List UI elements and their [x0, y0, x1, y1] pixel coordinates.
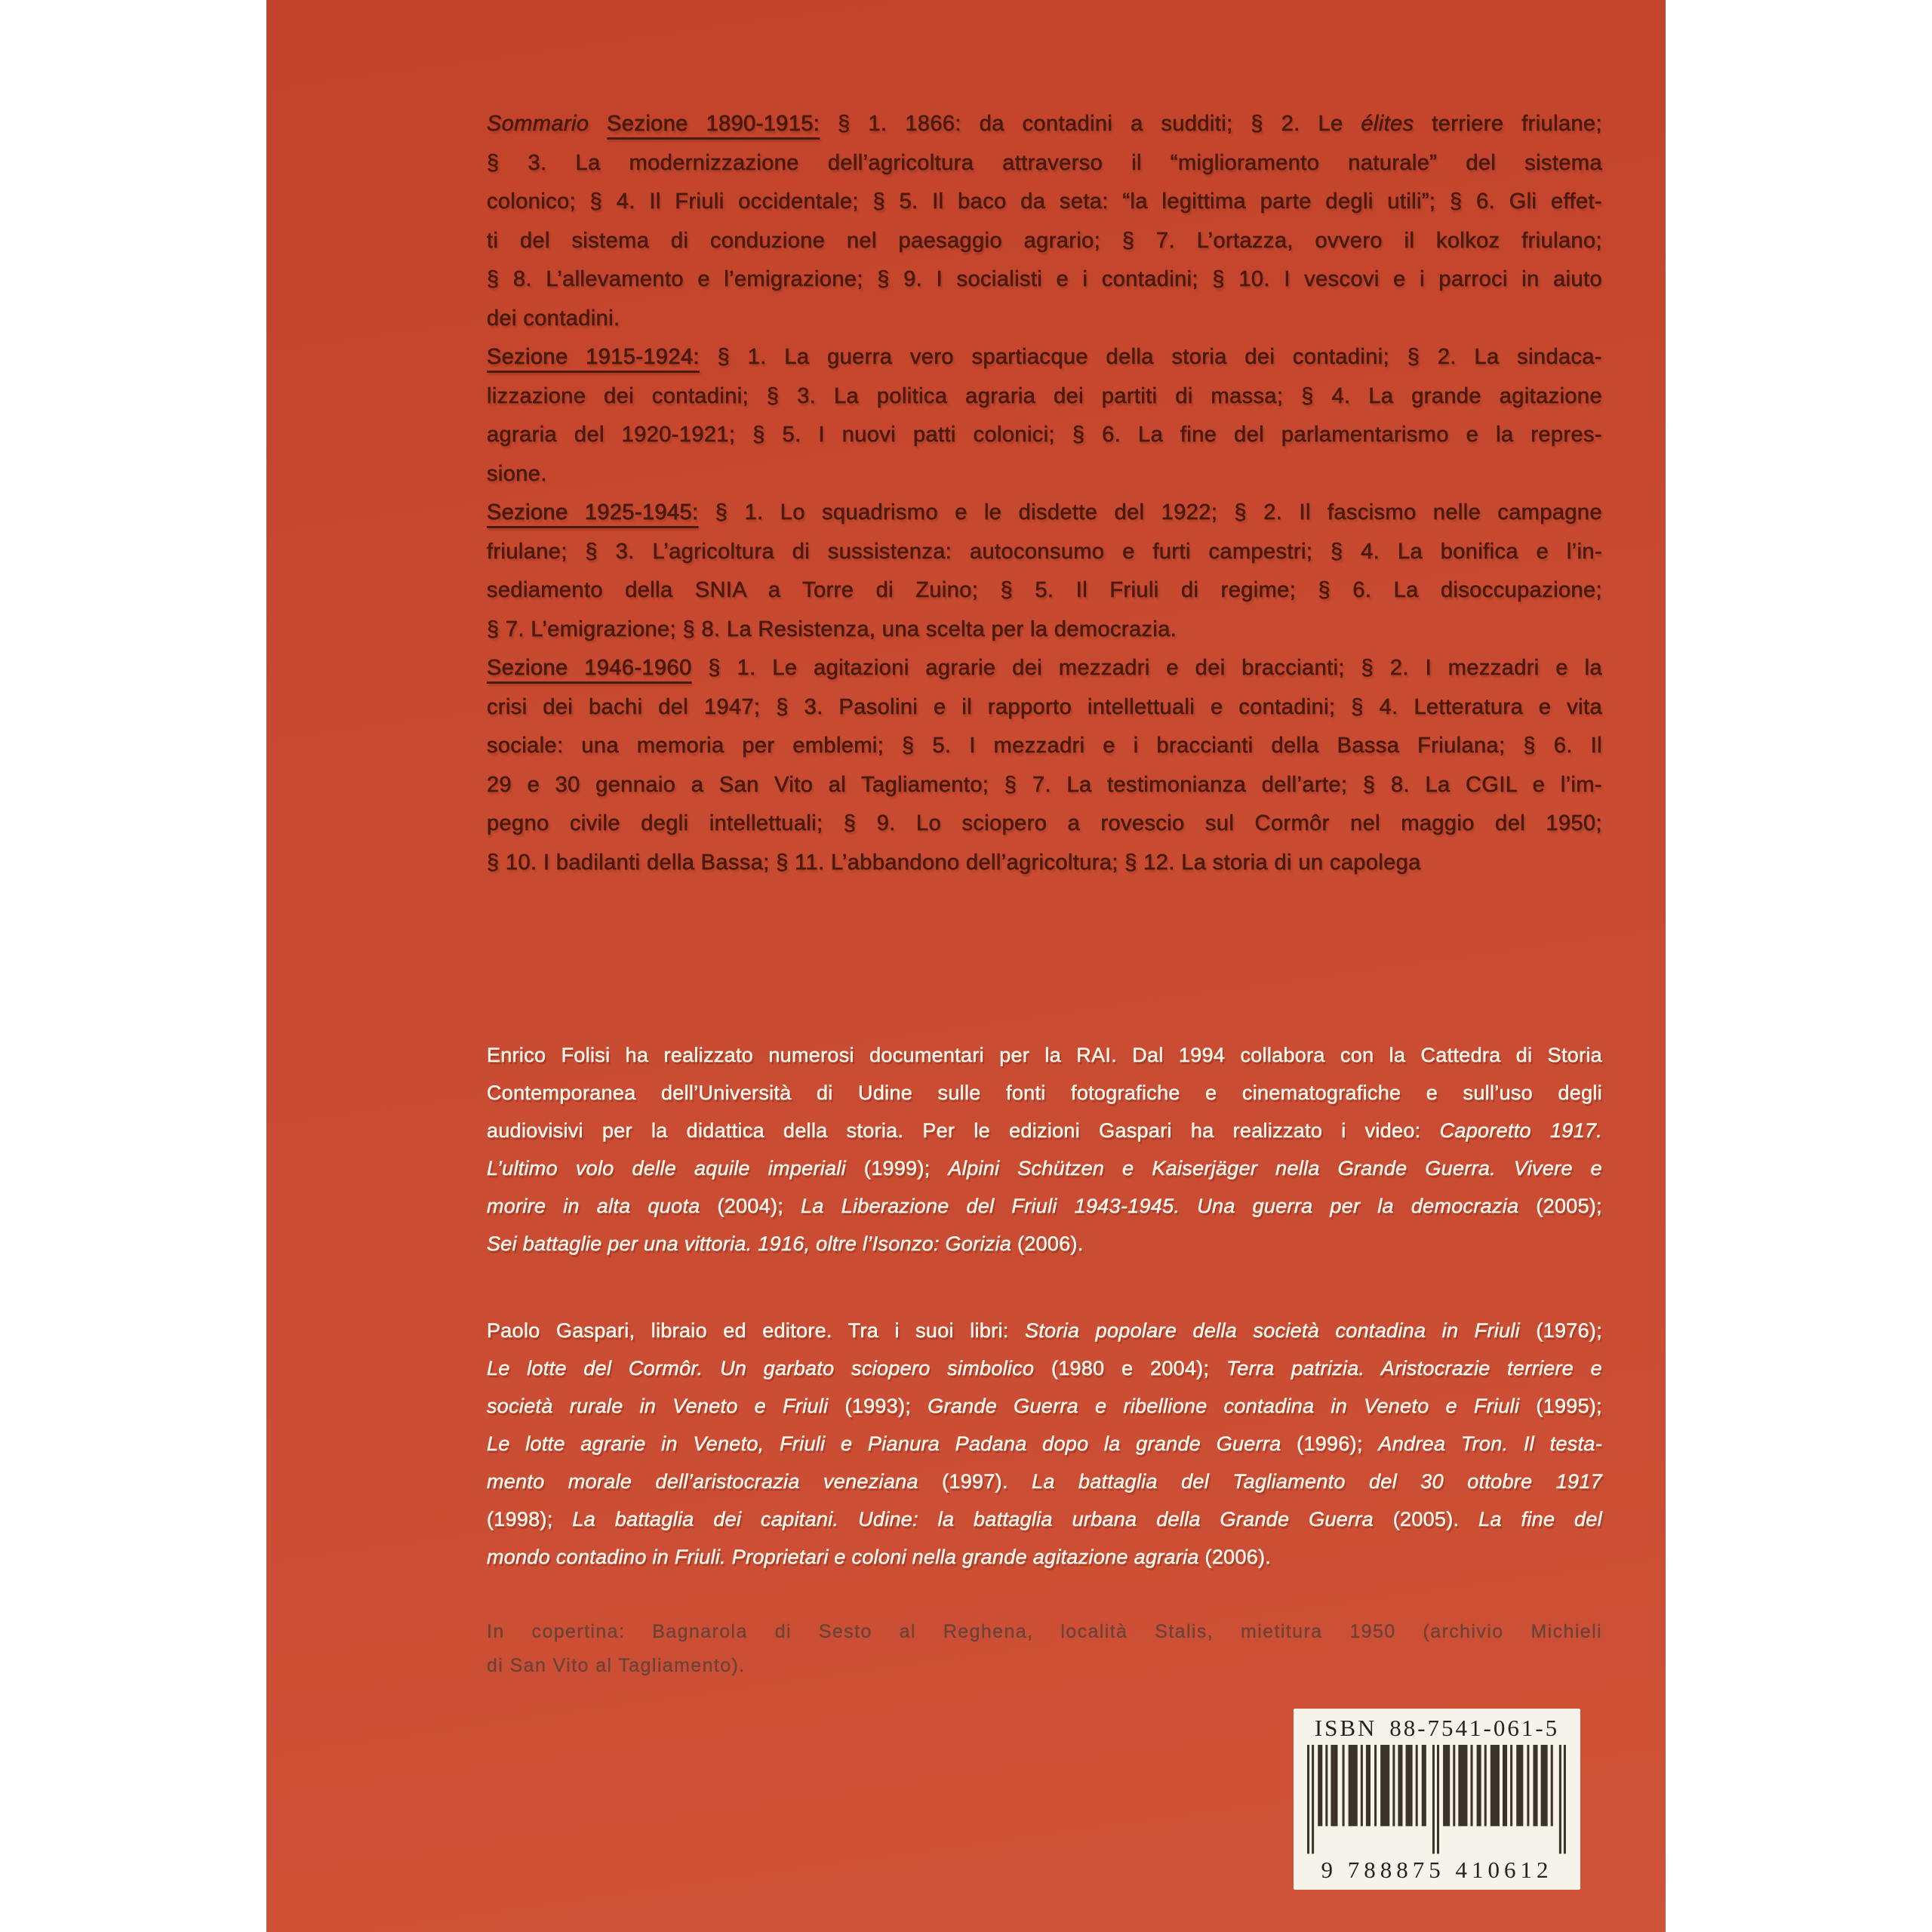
text-line: [487, 1187, 1602, 1225]
text-segment: Sezione 1946-1960: [487, 656, 692, 680]
text-line: [487, 571, 1602, 611]
text-line: [487, 1036, 1602, 1074]
text-segment: Enrico Folisi ha realizzato numerosi documentari per la RAI. Dal 1994 collabora con la Cattedra di Storia: [487, 1044, 1602, 1066]
text-segment: Sommario: [487, 112, 608, 136]
text-segment: Contemporanea dell’Università di Udine sulle fonti fotografiche e cinematografiche e sull’uso degli: [487, 1081, 1602, 1104]
text-segment: di San Vito al Tagliamento).: [487, 1655, 746, 1676]
text-segment: § 1. Le agitazioni agrarie dei mezzadri e dei braccianti; § 2. I mezzadri e la: [691, 656, 1602, 680]
text-segment: crisi dei bachi del 1947; § 3. Pasolini e il rapporto intellettuali e contadini; § 4. Letteratura e vita: [487, 694, 1602, 719]
text-line: [487, 455, 1602, 494]
text-segment: La battaglia dei capitani. Udine: la battaglia urbana della Grande Guerra: [572, 1508, 1374, 1531]
text-line: [487, 416, 1602, 455]
text-line: [487, 1538, 1602, 1576]
text-segment: (2004);: [700, 1195, 801, 1217]
text-segment: Paolo Gaspari, libraio ed editore. Tra i suoi libri:: [487, 1319, 1025, 1342]
text-segment: società rurale in Veneto e Friuli: [487, 1395, 829, 1417]
text-segment: Terra patrizia. Aristocrazie terriere e: [1226, 1357, 1602, 1380]
text-segment: (1976);: [1519, 1319, 1603, 1342]
text-line: [487, 183, 1602, 222]
text-line: [487, 804, 1602, 844]
text-line: [487, 727, 1602, 766]
text-line: [487, 1649, 1602, 1683]
text-segment: audiovisivi per la didattica della storia. Per le edizioni Gaspari ha realizzato i video:: [487, 1119, 1440, 1142]
text-segment: dei contadini.: [487, 306, 620, 331]
cover-photo-caption: [487, 1615, 1602, 1683]
text-segment: ti del sistema di conduzione nel paesaggio agrario; § 7. L’ortazza, ovvero il kolkoz friulano;: [487, 228, 1602, 253]
text-segment: (1995);: [1519, 1395, 1602, 1417]
text-segment: sociale: una memoria per emblemi; § 5. I mezzadri e i braccianti della Bassa Friulana; § 6. Il: [487, 734, 1602, 758]
text-line: [487, 260, 1602, 300]
author-bio-folisi: [487, 1036, 1602, 1263]
text-segment: lizzazione dei contadini; § 3. La politica agraria dei partiti di massa; § 4. La grande agitazione: [487, 383, 1602, 408]
text-line: [487, 377, 1602, 417]
text-segment: (1996);: [1281, 1432, 1379, 1455]
text-segment: § 1. 1866: da contadini a sudditi; § 2. Le: [820, 112, 1361, 136]
text-segment: Le lotte agrarie in Veneto, Friuli e Pianura Padana dopo la grande Guerra: [487, 1432, 1281, 1455]
text-segment: Sei battaglie per una vittoria. 1916, oltre l’Isonzo: Gorizia: [487, 1232, 1012, 1255]
text-line: [487, 611, 1602, 650]
text-segment: Sezione 1890-1915:: [607, 112, 820, 136]
text-line: [487, 1500, 1602, 1538]
text-line: [487, 1463, 1602, 1500]
text-segment: § 1. La guerra vero spartiacque della storia dei contadini; § 2. La sindaca-: [699, 345, 1602, 369]
text-segment: mondo contadino in Friuli. Proprietari e coloni nella grande agitazione agraria: [487, 1546, 1199, 1568]
text-line: [487, 649, 1602, 688]
text-segment: (1997).: [918, 1470, 1032, 1493]
text-segment: pegno civile degli intellettuali; § 9. Lo sciopero a rovescio sul Cormôr nel maggio del 1950;: [487, 811, 1602, 835]
isbn-number: ISBN 88-7541-061-5: [1314, 1715, 1560, 1741]
text-segment: mento morale dell’aristocrazia veneziana: [487, 1470, 918, 1493]
text-segment: (2006).: [1198, 1546, 1272, 1568]
text-segment: 29 e 30 gennaio a San Vito al Tagliamento; § 7. La testimonianza dell’arte; § 8. La CGIL e l’im-: [487, 772, 1602, 797]
text-line: [487, 1149, 1602, 1187]
text-segment: § 7. L’emigrazione; § 8. La Resistenza, una scelta per la democrazia.: [487, 617, 1177, 641]
text-segment: friulane; § 3. L’agricoltura di sussistenza: autoconsumo e furti campestri; § 4. La bonifica e l’in-: [487, 539, 1602, 564]
text-segment: (1980 e 2004);: [1034, 1357, 1226, 1380]
text-segment: morire in alta quota: [487, 1195, 700, 1217]
text-segment: colonico; § 4. Il Friuli occidentale; § 5. Il baco da seta: “la legittima parte degli utili”; § 6. Gli effet-: [487, 189, 1602, 214]
text-segment: (1998);: [487, 1508, 573, 1531]
text-line: [487, 494, 1602, 533]
text-segment: In copertina: Bagnarola di Sesto al Reghena, località Stalis, mietitura 1950 (archivio Michieli: [487, 1621, 1602, 1642]
text-segment: Caporetto 1917.: [1439, 1119, 1603, 1142]
text-segment: Sezione 1915-1924:: [487, 345, 700, 369]
text-segment: § 1. Lo squadrismo e le disdette del 1922; § 2. Il fascismo nelle campagne: [698, 500, 1602, 525]
text-line: [487, 533, 1602, 572]
text-segment: Alpini Schützen e Kaiserjäger nella Grande Guerra. Vivere e: [948, 1157, 1602, 1180]
text-segment: sione.: [487, 461, 547, 486]
text-segment: Grande Guerra e ribellione contadina in Veneto e Friuli: [928, 1395, 1520, 1417]
text-segment: § 10. I badilanti della Bassa; § 11. L’abbandono dell’agricoltura; § 12. La storia di un capolega: [487, 850, 1421, 875]
text-segment: Le lotte del Cormôr. Un garbato sciopero simbolico: [487, 1357, 1035, 1380]
text-segment: élites: [1361, 112, 1414, 136]
text-segment: La fine del: [1478, 1508, 1602, 1531]
barcode-icon: [1306, 1745, 1568, 1860]
text-segment: L’ultimo volo delle aquile imperiali: [487, 1157, 846, 1180]
author-bio-gaspari: [487, 1312, 1602, 1576]
text-line: [487, 1425, 1602, 1463]
text-segment: terriere friulane;: [1414, 112, 1602, 136]
text-segment: Sezione 1925-1945:: [487, 500, 699, 525]
book-back-cover: [266, 0, 1666, 1932]
text-line: [487, 222, 1602, 261]
text-segment: sediamento della SNIA a Torre di Zuino; § 5. Il Friuli di regime; § 6. La disoccupazione;: [487, 578, 1602, 602]
text-line: [487, 1615, 1602, 1649]
text-segment: (2006).: [1011, 1232, 1084, 1255]
text-segment: (1999);: [845, 1157, 949, 1180]
text-segment: (2005).: [1374, 1508, 1479, 1531]
text-line: [487, 1225, 1602, 1263]
text-line: [487, 338, 1602, 377]
text-line: [487, 1349, 1602, 1387]
text-segment: (1993);: [828, 1395, 928, 1417]
text-line: [487, 844, 1602, 883]
isbn-barcode-box: [1294, 1709, 1580, 1890]
text-segment: agraria del 1920-1921; § 5. I nuovi patti colonici; § 6. La fine del parlamentarismo e la repres-: [487, 423, 1602, 447]
text-line: [487, 1112, 1602, 1149]
text-line: [487, 1387, 1602, 1425]
text-segment: Andrea Tron. Il testa-: [1378, 1432, 1602, 1455]
text-segment: § 8. L’allevamento e l’emigrazione; § 9. I socialisti e i contadini; § 10. I vescovi e i parroci in aiuto: [487, 267, 1602, 291]
text-segment: La Liberazione del Friuli 1943-1945. Una guerra per la democrazia: [801, 1195, 1519, 1217]
text-segment: § 3. La modernizzazione dell’agricoltura attraverso il “miglioramento naturale” del sistema: [487, 150, 1602, 175]
text-line: [487, 688, 1602, 728]
text-line: [487, 1312, 1602, 1349]
text-line: [487, 766, 1602, 805]
sommario-section: [487, 105, 1602, 882]
ean-number: 9 788875 410612: [1321, 1857, 1553, 1883]
barcode-bars: [1307, 1745, 1566, 1854]
text-segment: Storia popolare della società contadina in Friuli: [1024, 1319, 1520, 1342]
text-line: [487, 105, 1602, 144]
text-segment: La battaglia del Tagliamento del 30 ottobre 1917: [1032, 1470, 1602, 1493]
text-line: [487, 144, 1602, 183]
text-line: [487, 300, 1602, 339]
text-line: [487, 1074, 1602, 1112]
text-segment: (2005);: [1518, 1195, 1602, 1217]
